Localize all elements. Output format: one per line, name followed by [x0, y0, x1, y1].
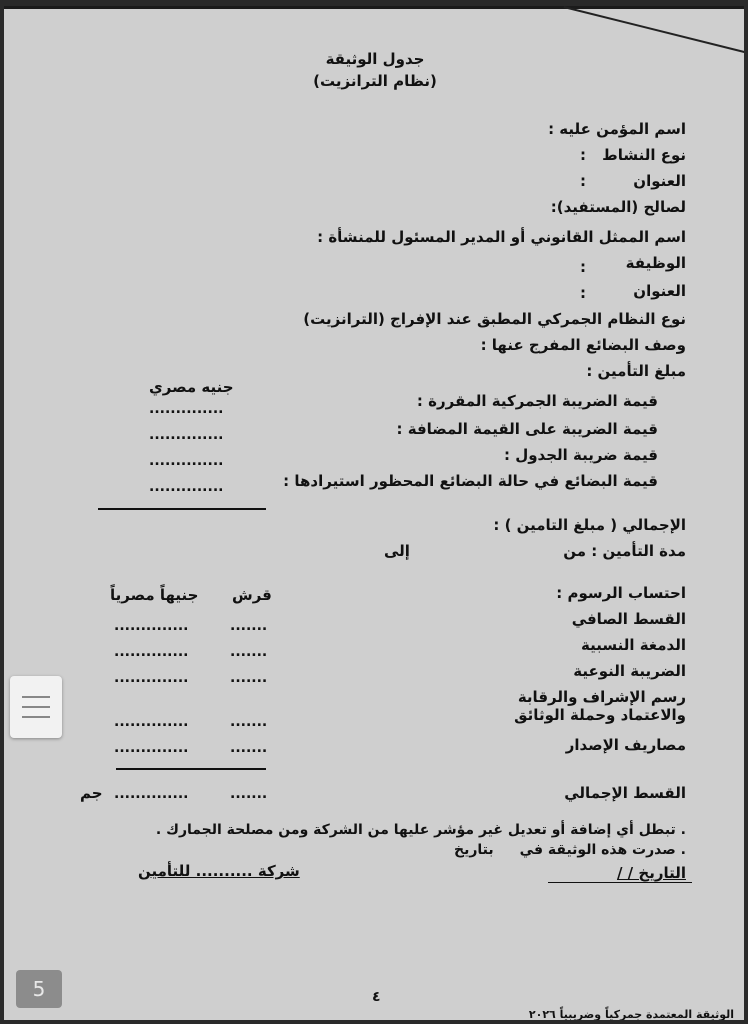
- fee-pound-dots: ..............: [114, 618, 189, 634]
- menu-icon-bar: [22, 706, 50, 708]
- currency-header: جنيه مصري: [149, 378, 234, 396]
- amount-item-customs: قيمة الضريبة الجمركية المقررة :: [416, 392, 658, 410]
- fee-row-stamp: الدمغة النسبية: [580, 636, 686, 654]
- field-colon: :: [580, 146, 586, 164]
- field-legal-rep: اسم الممثل القانوني أو المدير المسئول للمنشأة :: [317, 228, 686, 246]
- amount-item-table-tax: قيمة ضريبة الجدول :: [503, 446, 658, 464]
- fee-piastre-dots: .......: [230, 740, 268, 756]
- scan-artifact-line: [564, 6, 744, 56]
- fees-col-piastre: قرش: [232, 586, 272, 604]
- fees-label: احتساب الرسوم :: [556, 584, 686, 602]
- fee-piastre-dots: .......: [230, 644, 268, 660]
- field-colon: :: [580, 172, 586, 190]
- page-number: ٤: [372, 989, 381, 1005]
- menu-icon-bar: [22, 696, 50, 698]
- fee-row-issuance: مصاريف الإصدار: [565, 736, 686, 754]
- fee-pound-dots: ..............: [114, 740, 189, 756]
- fees-col-pound: جنيهاً مصرياً: [110, 586, 199, 604]
- fee-pound-dots: ..............: [114, 714, 189, 730]
- menu-icon[interactable]: [10, 676, 62, 738]
- field-colon: :: [580, 258, 586, 276]
- fee-total-piastre-dots: .......: [230, 786, 268, 802]
- fee-piastre-dots: .......: [230, 618, 268, 634]
- amount-item-prohibited: قيمة البضائع في حالة البضائع المحظور استيرادها :: [283, 472, 658, 490]
- fees-total-unit: جم: [80, 784, 103, 802]
- field-address-2: العنوان: [633, 282, 686, 300]
- fee-piastre-dots: .......: [230, 670, 268, 686]
- note-1: . تبطل أي إضافة أو تعديل غير مؤشر عليها من الشركة ومن مصلحة الجمارك .: [155, 822, 686, 838]
- viewer-page-indicator[interactable]: 5: [16, 970, 62, 1008]
- field-job: الوظيفة: [625, 254, 686, 272]
- fees-total-label: القسط الإجمالي: [564, 784, 686, 802]
- scan-top-edge: [4, 6, 744, 9]
- period-to-label: إلى: [384, 542, 410, 560]
- signature-company: شركة .......... للتأمين: [138, 862, 300, 880]
- field-colon: :: [580, 284, 586, 302]
- field-goods-desc: وصف البضائع المفرج عنها :: [480, 336, 686, 354]
- fees-total-rule: [116, 768, 266, 770]
- note-2-date: بتاريخ: [454, 842, 494, 858]
- total-insurance-label: الإجمالي ( مبلغ التامين ) :: [493, 516, 686, 534]
- field-activity-type: نوع النشاط: [602, 146, 686, 164]
- amount-dots: ..............: [149, 427, 224, 443]
- amount-dots: ..............: [149, 453, 224, 469]
- doc-title: جدول الوثيقة: [325, 50, 425, 68]
- doc-subtitle: (نظام الترانزيت): [313, 72, 437, 90]
- amount-dots: ..............: [149, 479, 224, 495]
- fee-row-accreditation: والاعتماد وحملة الوثائق: [514, 706, 686, 724]
- amount-item-vat: قيمة الضريبة على القيمة المضافة :: [396, 420, 658, 438]
- note-2: . صدرت هذه الوثيقة في: [519, 842, 686, 858]
- period-label: مدة التأمين : من: [563, 542, 686, 560]
- amount-dots: ..............: [149, 401, 224, 417]
- fee-pound-dots: ..............: [114, 670, 189, 686]
- fee-row-net-premium: القسط الصافي: [571, 610, 686, 628]
- fee-pound-dots: ..............: [114, 644, 189, 660]
- field-insured-name: اسم المؤمن عليه :: [548, 120, 686, 138]
- fee-row-specific-tax: الضريبة النوعية: [573, 662, 686, 680]
- amounts-total-rule: [98, 508, 266, 510]
- field-insurance-amount: مبلغ التأمين :: [586, 362, 686, 380]
- date-underline: [548, 882, 692, 883]
- document-page: [4, 6, 744, 1020]
- signature-date: التاريخ / /: [616, 864, 686, 882]
- fee-piastre-dots: .......: [230, 714, 268, 730]
- field-beneficiary: لصالح (المستفيد):: [550, 198, 686, 216]
- fee-row-supervision: رسم الإشراف والرقابة: [517, 688, 686, 706]
- document-footer: الوثيقة المعتمدة جمركياً وضريبياً ٢٠٢٦: [528, 1008, 734, 1020]
- field-address-1: العنوان: [633, 172, 686, 190]
- fee-total-pound-dots: ..............: [114, 786, 189, 802]
- menu-icon-bar: [22, 716, 50, 718]
- field-customs-system: نوع النظام الجمركي المطبق عند الإفراج (الترانزيت): [303, 310, 686, 328]
